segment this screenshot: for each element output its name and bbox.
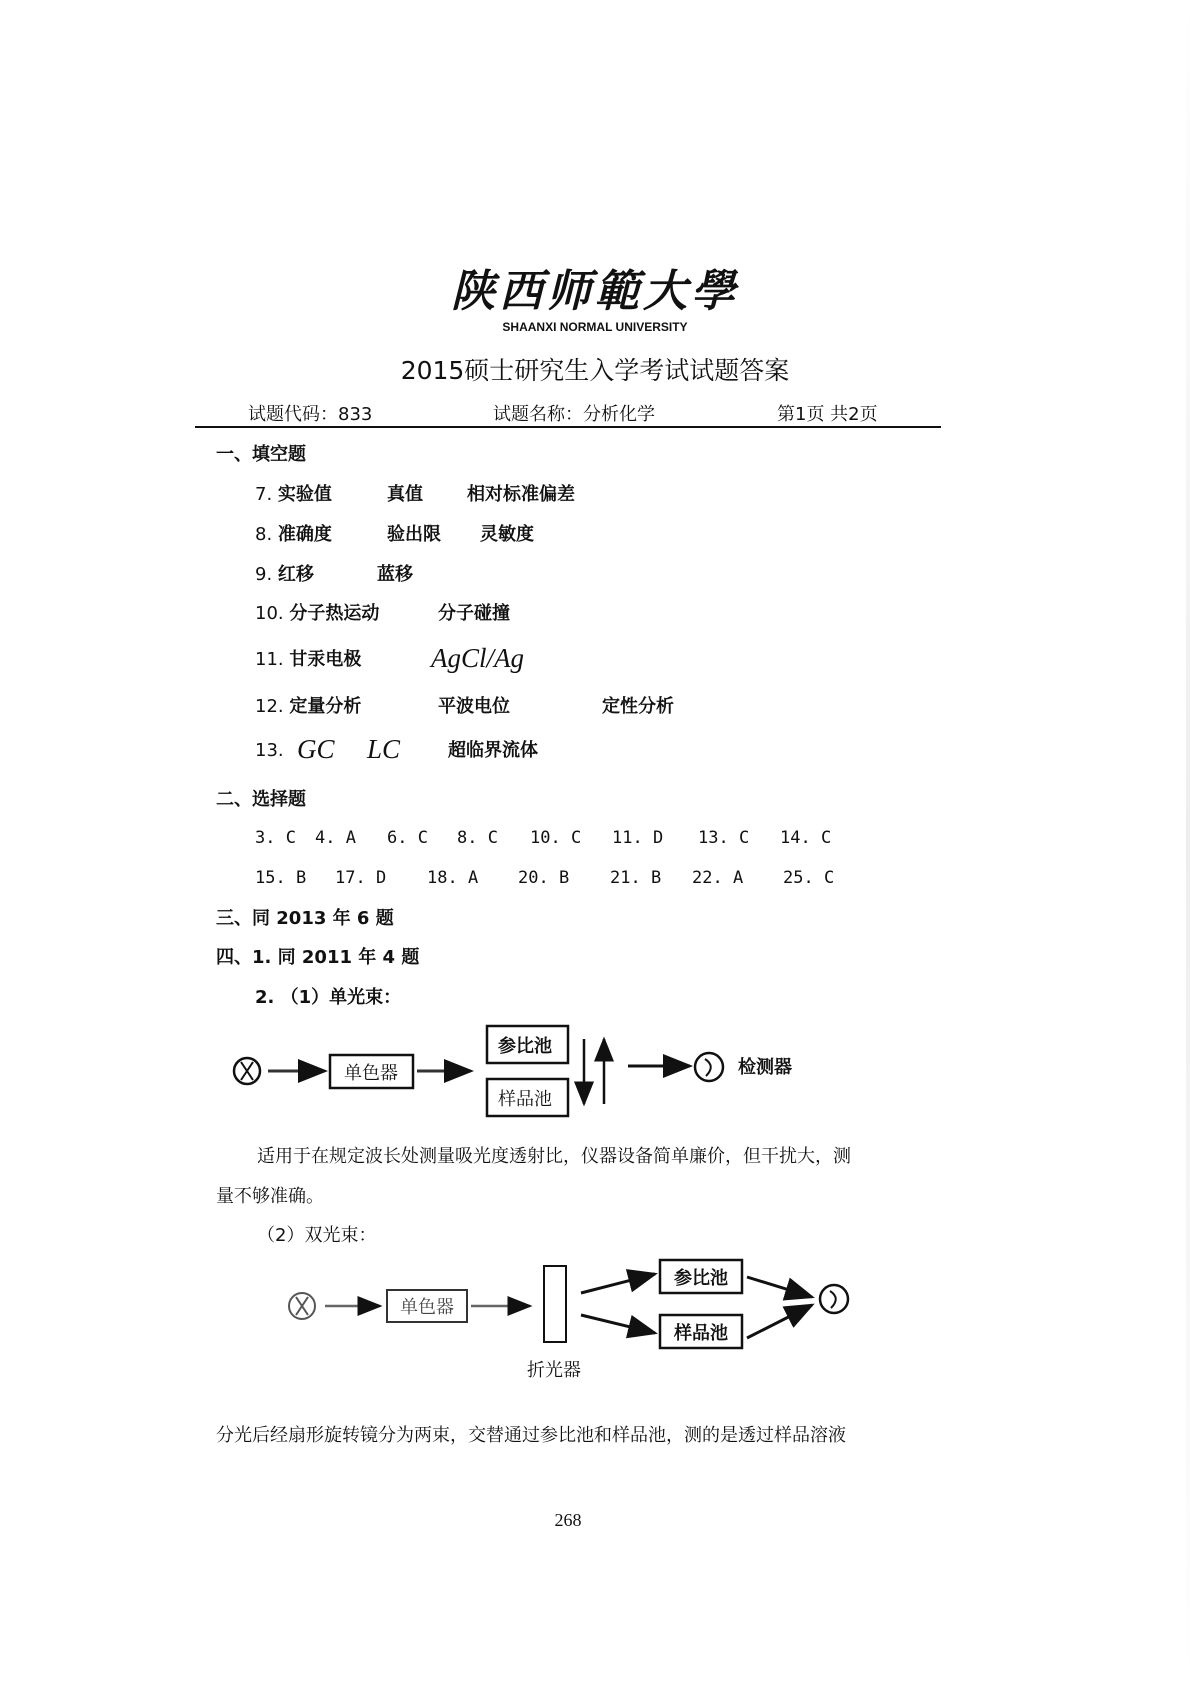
answer-item-12: 12. 定量分析 平波电位 定性分析 xyxy=(255,696,674,717)
paragraph-1-line-2: 量不够准确。 xyxy=(216,1186,324,1207)
reference-cell-label: 参比池 xyxy=(674,1268,728,1289)
sample-cell-label: 样品池 xyxy=(498,1089,552,1110)
sample-cell-label: 样品池 xyxy=(674,1323,728,1344)
paragraph-2-line-1: 分光后经扇形旋转镜分为两束，交替通过参比池和样品池，测的是透过样品溶液 xyxy=(216,1425,846,1446)
question-2-2: （2）双光束： xyxy=(257,1225,377,1246)
detector-icon xyxy=(820,1285,848,1313)
university-logo: 陕西师範大學 xyxy=(451,266,739,317)
answer-item-10: 10. 分子热运动 分子碰撞 xyxy=(255,603,510,624)
university-logo-en: SHAANXI NORMAL UNIVERSITY xyxy=(502,320,688,334)
light-source-icon xyxy=(289,1293,315,1319)
reference-cell-label: 参比池 xyxy=(498,1036,552,1057)
exam-name: 试题名称：分析化学 xyxy=(493,404,655,425)
section4-heading: 四、1. 同 2011 年 4 题 xyxy=(216,947,420,968)
monochromator-label: 单色器 xyxy=(400,1297,454,1318)
single-beam-diagram xyxy=(234,1026,792,1116)
double-beam-diagram xyxy=(289,1260,848,1381)
paragraph-1-line-1: 适用于在规定波长处测量吸光度透射比，仪器设备简单廉价，但干扰大，测 xyxy=(257,1146,851,1167)
answer-item-13: 13. GC LC 超临界流体 xyxy=(255,734,538,764)
beam-splitter-box xyxy=(544,1266,566,1342)
beam-splitter-label: 折光器 xyxy=(527,1360,581,1381)
section2-heading: 二、选择题 xyxy=(216,789,306,810)
page-info: 第1页 共2页 xyxy=(777,404,878,425)
page-title: 2015硕士研究生入学考试试题答案 xyxy=(400,356,790,385)
page-number: 268 xyxy=(554,1510,582,1530)
answer-item-9: 9. 红移 蓝移 xyxy=(255,564,413,585)
scan-edge xyxy=(1186,0,1190,1683)
answer-item-7: 7. 实验值 真值 相对标准偏差 xyxy=(255,484,575,505)
section1-heading: 一、填空题 xyxy=(216,444,306,465)
light-source-icon xyxy=(234,1058,260,1084)
exam-code: 试题代码：833 xyxy=(248,404,373,425)
answer-item-11: 11. 甘汞电极 AgCl/Ag xyxy=(255,643,524,673)
detector-label: 检测器 xyxy=(738,1057,792,1078)
detector-icon xyxy=(695,1053,723,1081)
monochromator-label: 单色器 xyxy=(344,1063,398,1084)
section3-heading: 三、同 2013 年 6 题 xyxy=(216,908,394,929)
question-2-1: 2. （1）单光束： xyxy=(255,987,402,1008)
answer-item-8: 8. 准确度 验出限 灵敏度 xyxy=(255,524,534,545)
